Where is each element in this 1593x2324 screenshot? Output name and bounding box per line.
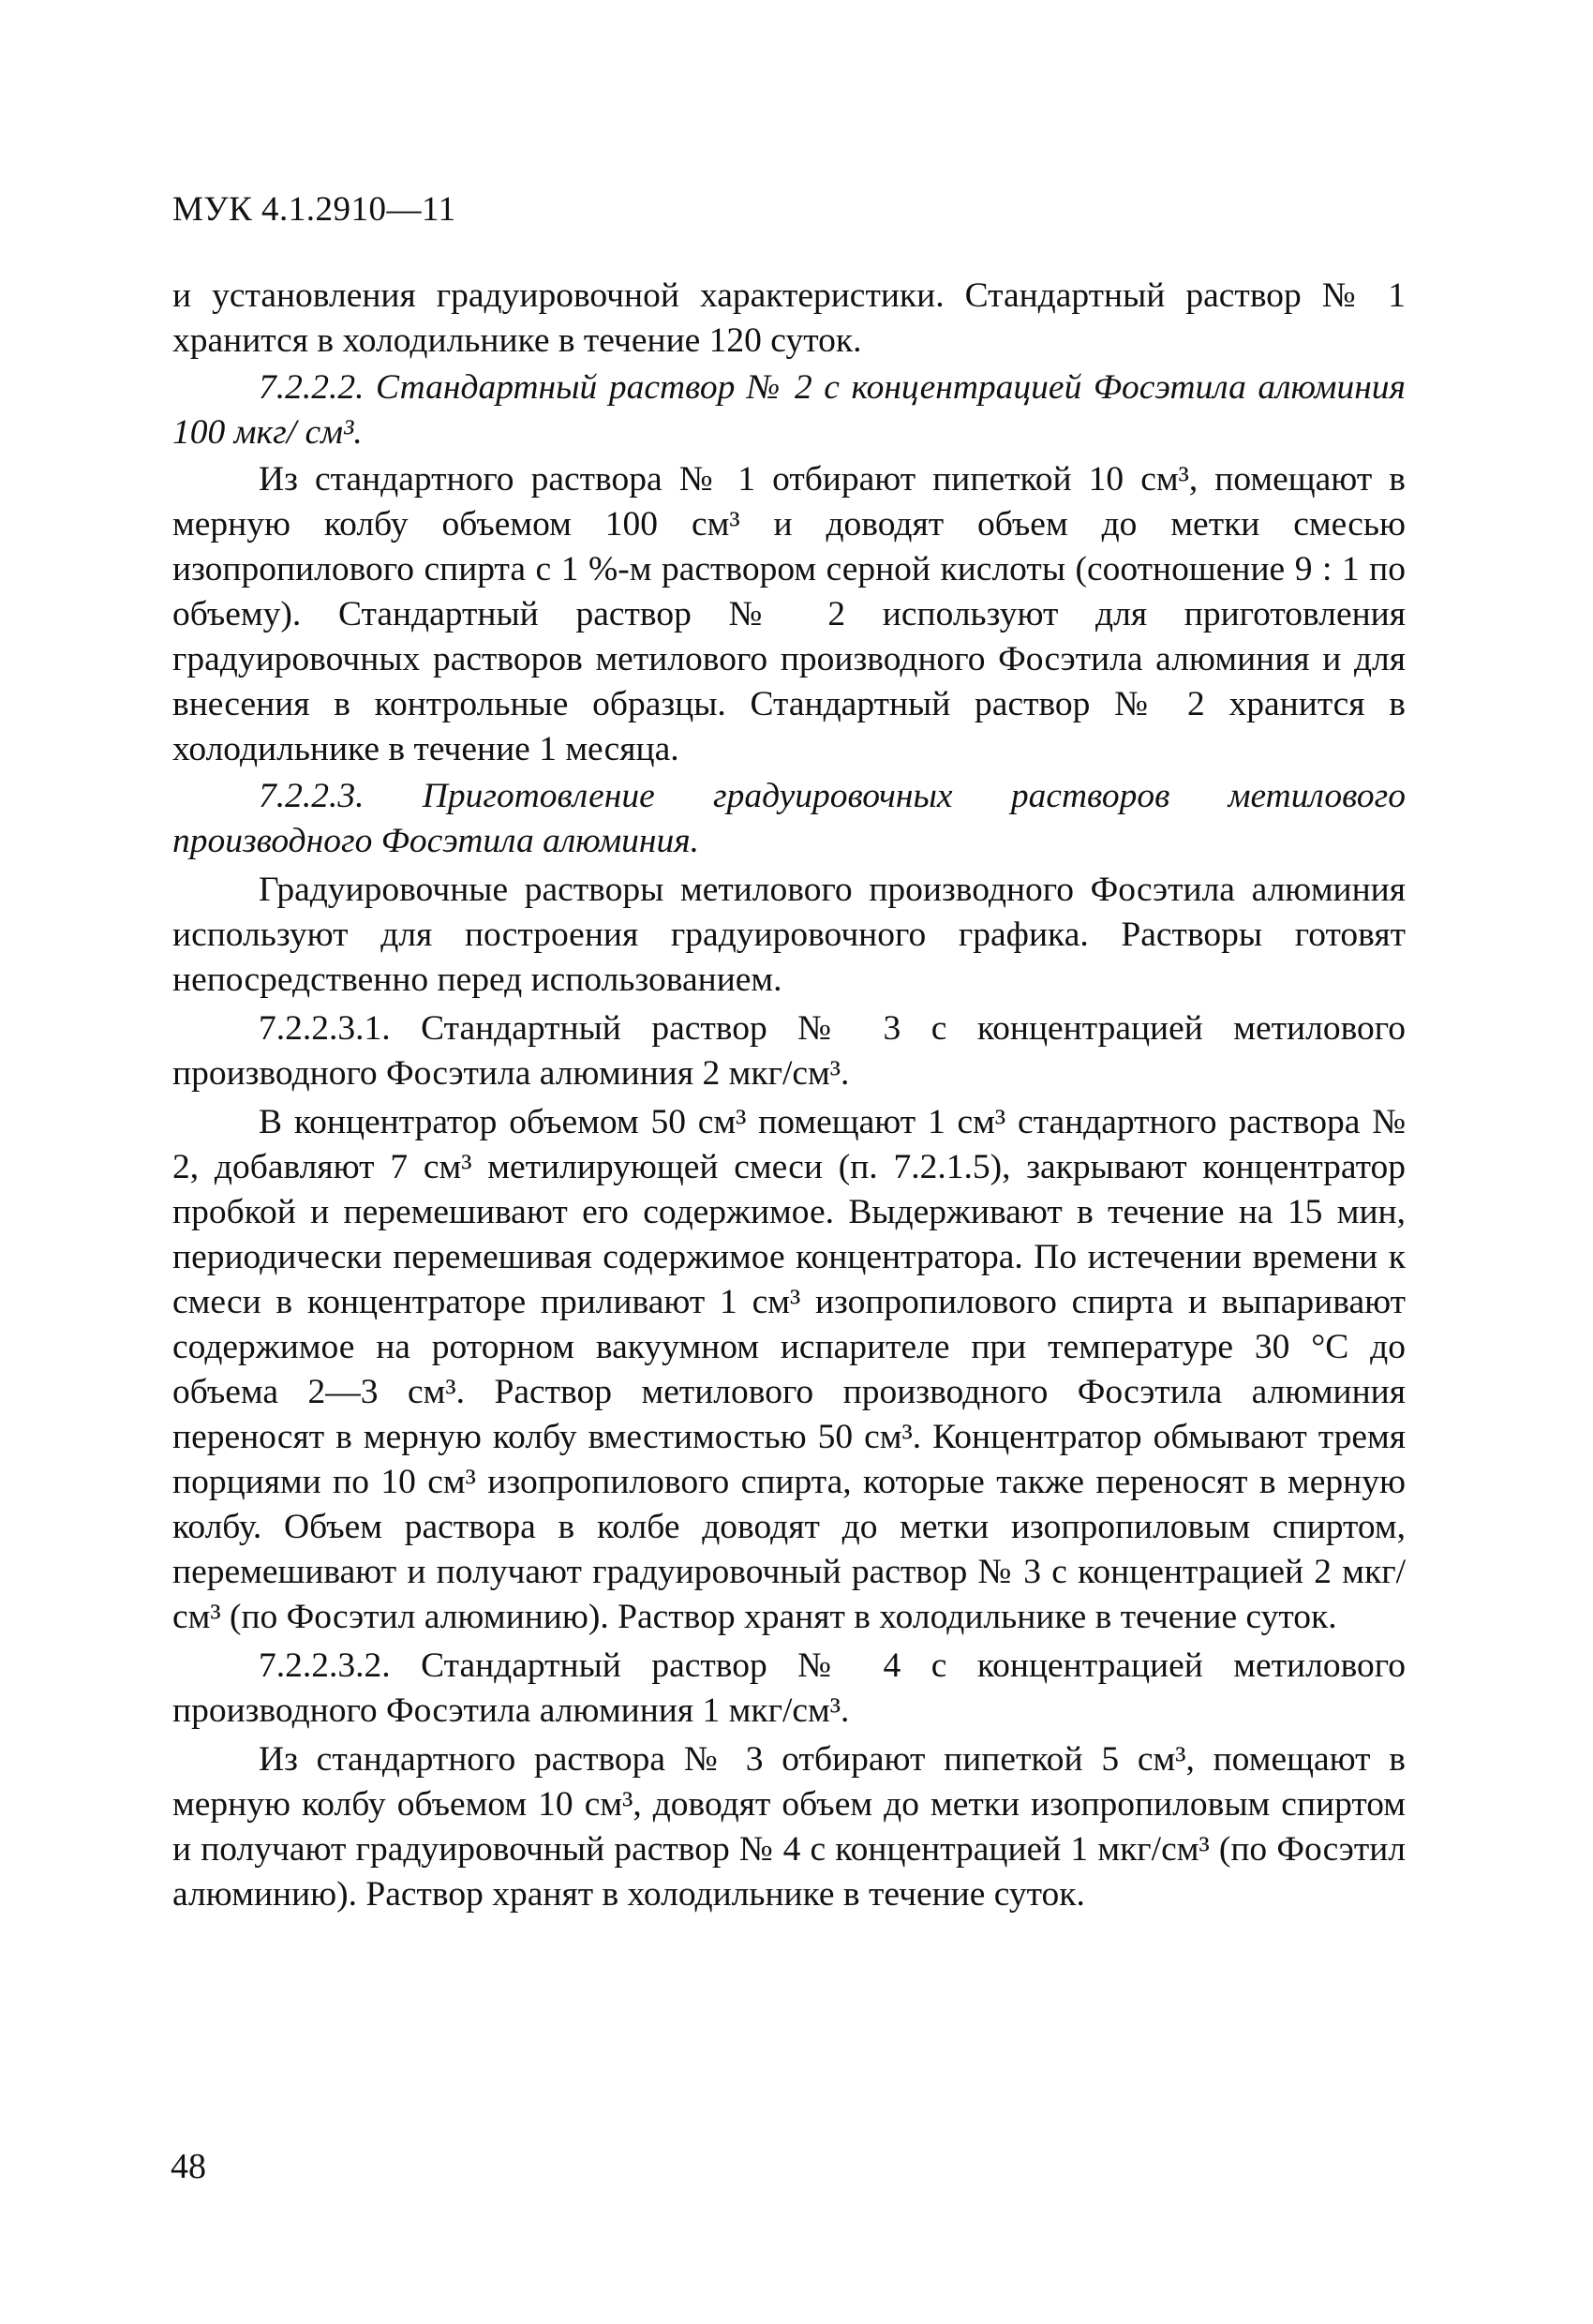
paragraph-storage-solution-1: и установления градуировочной характеристики. Стандартный раствор № 1 хранится в холодильнике в течение 120 суток. [172,276,1406,360]
body-text [172,274,1406,1919]
section-heading-7-2-2-2: 7.2.2.2. Стандартный раствор № 2 с концентрацией Фосэтила алюминия 100 мкг/ см³. [172,368,1406,452]
paragraph-calibration-solutions: Градуировочные растворы метилового производного Фосэтила алюминия используют для построения градуировочного графика. Растворы готовят непосредственно перед использованием. [172,871,1406,999]
page-number: 48 [171,2147,206,2186]
paragraph-solution-4-preparation: Из стандартного раствора № 3 отбирают пипеткой 5 см³, помещают в мерную колбу объемом 10 см³, доводят объем до метки изопропиловым спиртом и получают градуировочный раствор № 4 с концентрацией 1 мкг/см³ (по Фосэтил алюминию). Раствор хранят в холодильнике в течение суток. [172,1740,1406,1914]
section-heading-7-2-2-3-2: 7.2.2.3.2. Стандартный раствор № 4 с концентрацией метилового производного Фосэтила алюминия 1 мкг/см³. [172,1646,1406,1730]
section-heading-7-2-2-3-1: 7.2.2.3.1. Стандартный раствор № 3 с концентрацией метилового производного Фосэтила алюминия 2 мкг/см³. [172,1009,1406,1093]
paragraph-solution-3-preparation: В концентратор объемом 50 см³ помещают 1 см³ стандартного раствора № 2, добавляют 7 см³ метилирующей смеси (п. 7.2.1.5), закрывают концентратор пробкой и перемешивают его содержимое. Выдерживают в течение на 15 мин, периодически перемешивая содержимое концентратора. По истечении времени к смеси в концентраторе приливают 1 см³ изопропилового спирта и выпаривают содержимое на роторном вакуумном испарителе при температуре 30 °С до объема 2—3 см³. Раствор метилового производного Фосэтила алюминия переносят в мерную колбу вместимостью 50 см³. Концентратор обмывают тремя порциями по 10 см³ изопропилового спирта, которые также переносят в мерную колбу. Объем раствора в колбе доводят до метки изопропиловым спиртом, перемешивают и получают градуировочный раствор № 3 с концентрацией 2 мкг/см³ (по Фосэтил алюминию). Раствор хранят в холодильнике в течение суток. [172,1103,1406,1636]
section-heading-7-2-2-3: 7.2.2.3. Приготовление градуировочных растворов метилового производного Фосэтила алюминия. [172,777,1406,860]
document-code-header: МУК 4.1.2910—11 [172,190,456,229]
paragraph-solution-2-preparation: Из стандартного раствора № 1 отбирают пипеткой 10 см³, помещают в мерную колбу объемом 100 см³ и доводят объем до метки смесью изопропилового спирта с 1 %-м раствором серной кислоты (соотношение 9 : 1 по объему). Стандартный раствор № 2 используют для приготовления градуировочных растворов метилового производного Фосэтила алюминия и для внесения в контрольные образцы. Стандартный раствор № 2 хранится в холодильнике в течение 1 месяца. [172,460,1406,768]
